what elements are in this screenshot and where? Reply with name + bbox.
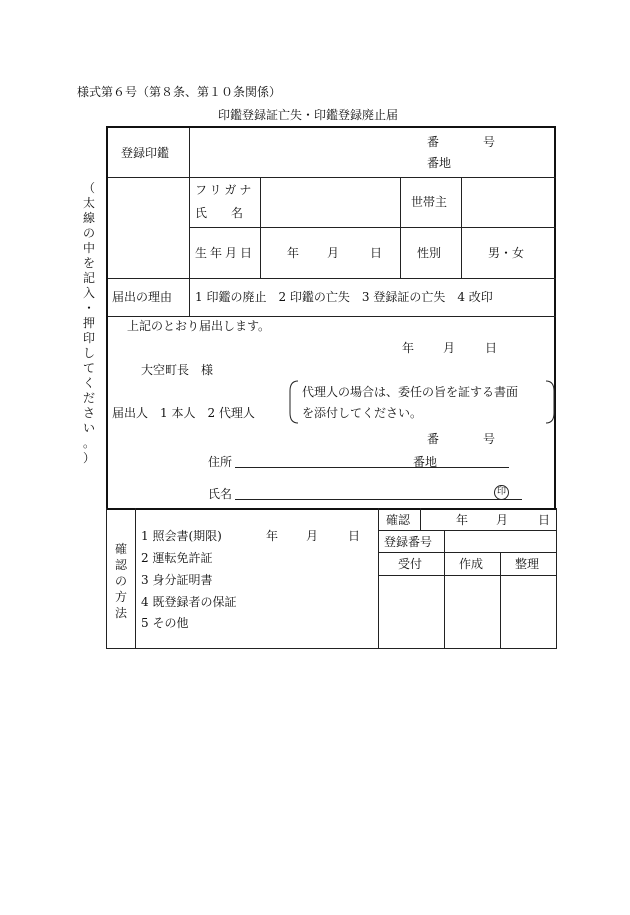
form-number: 様式第６号（第８条、第１０条関係） [77, 85, 282, 99]
seal-number-go: 号 [483, 135, 496, 149]
declaration-day: 日 [485, 341, 498, 355]
verification-item-2: 2 運転免許証 [141, 551, 213, 565]
reason-options: 1 印鑑の廃止 2 印鑑の亡失 3 登録証の亡失 4 改印 [195, 290, 493, 304]
verification-item1-month: 月 [306, 529, 319, 543]
verification-item-4: 4 既登録者の保証 [141, 595, 237, 609]
seal-number-ban: 番 [427, 135, 440, 149]
agent-note-line2: を添付してください。 [302, 406, 423, 420]
birth-year: 年 [287, 246, 300, 260]
sex-label: 性別 [417, 246, 442, 260]
birth-date-label: 生年月日 [195, 246, 256, 260]
office-arranged-label: 整理 [515, 557, 540, 571]
office-reg-number-label: 登録番号 [384, 535, 433, 549]
verification-item-1: 1 照会書(期限) [141, 529, 222, 543]
office-year: 年 [456, 513, 469, 527]
declaration-statement: 上記のとおり届出します。 [127, 319, 271, 333]
office-day: 日 [538, 513, 551, 527]
verification-item-5: 5 その他 [141, 616, 189, 630]
form-outer-border [106, 126, 556, 510]
applicant-name-input-line[interactable] [235, 499, 522, 500]
declaration-month: 月 [443, 341, 456, 355]
name-label: 氏 名 [195, 206, 244, 220]
agent-note-line1: 代理人の場合は、委任の旨を証する書面 [302, 385, 519, 399]
addressee: 大空町長 様 [141, 363, 214, 377]
householder-label: 世帯主 [411, 195, 448, 209]
address-banchi: 番地 [413, 455, 438, 469]
verification-item1-day: 日 [348, 529, 361, 543]
reason-label: 届出の理由 [112, 290, 173, 304]
address-label: 住所 [208, 455, 233, 469]
office-created-label: 作成 [459, 557, 484, 571]
address-input-line[interactable] [235, 467, 509, 468]
address-number-go: 号 [483, 432, 496, 446]
birth-day: 日 [370, 246, 383, 260]
office-confirm-label: 確認 [386, 513, 411, 527]
verification-item-3: 3 身分証明書 [141, 573, 213, 587]
seal-mark: 印 [494, 485, 509, 500]
office-received-label: 受付 [398, 557, 423, 571]
address-number-ban: 番 [427, 432, 440, 446]
seal-banchi: 番地 [427, 156, 452, 170]
birth-month: 月 [327, 246, 340, 260]
verification-item1-year: 年 [266, 529, 279, 543]
applicant-name-label: 氏名 [208, 487, 233, 501]
form-title: 印鑑登録証亡失・印鑑登録廃止届 [218, 108, 399, 122]
applicant-type: 届出人 1 本人 2 代理人 [112, 406, 255, 420]
sex-value: 男・女 [488, 246, 525, 260]
side-note: （ 太 線 の 中 を 記 入 ・ 押 印 し て く だ さ い 。 ） [82, 181, 95, 465]
office-month: 月 [496, 513, 509, 527]
furigana-label: フリガナ [195, 183, 255, 197]
declaration-year: 年 [402, 341, 415, 355]
registered-seal-label: 登録印鑑 [121, 146, 170, 160]
verification-label: 確 認 の 方 法 [114, 542, 127, 620]
